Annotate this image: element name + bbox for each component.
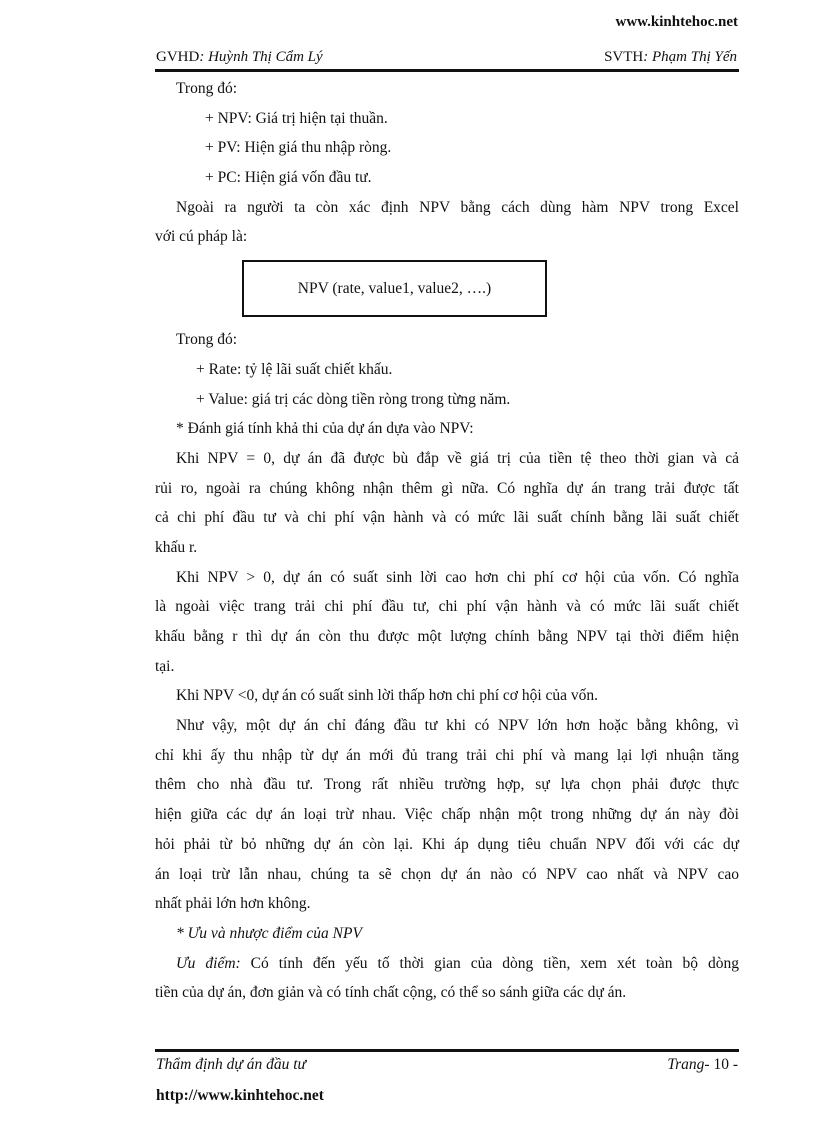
paragraph-line: Như vậy, một dự án chỉ đáng đầu tư khi có NPV lớn hơn hoặc bằng không, vì — [176, 717, 739, 735]
header-student — [604, 49, 737, 66]
header-instructor — [156, 49, 323, 66]
paragraph-line: Trong đó: — [176, 80, 238, 97]
advantage-label: Ưu điểm: — [176, 954, 241, 972]
footer-divider — [155, 1049, 739, 1052]
paragraph-line: Trong đó: — [176, 331, 238, 349]
section-heading: * Ưu và nhược điểm của NPV — [176, 924, 362, 942]
paragraph-line: thêm cho nhà đầu tư. Trong rất nhiều trường hợp, sự lựa chọn phải được thực — [155, 776, 739, 794]
header-student-label: SVTH — [604, 49, 644, 65]
paragraph-line: Khi NPV > 0, dự án có suất sinh lời cao hơn chi phí cơ hội của vốn. Có nghĩa — [176, 568, 739, 586]
page-body — [155, 74, 739, 1008]
formula-box — [242, 260, 547, 317]
paragraph-line: với cú pháp là: — [155, 228, 248, 246]
paragraph-line: rủi ro, ngoài ra chúng không nhận thêm gì nữa. Có nghĩa dự án trang trải được tất — [155, 479, 739, 497]
paragraph-line: nhất phải lớn hơn không. — [155, 895, 311, 913]
paragraph-line: là ngoài việc trang trải chi phí đầu tư, chi phí vận hành và có mức lãi suất chiết — [155, 598, 739, 616]
paragraph-line: án loại trừ lẫn nhau, chúng ta sẽ chọn dự án nào có NPV cao nhất và NPV cao — [155, 865, 739, 883]
list-item: + PV: Hiện giá thu nhập ròng. — [205, 139, 392, 157]
header-instructor-label: GVHD — [156, 49, 200, 65]
paragraph-line: cả chi phí đầu tư và chi phí vận hành và có mức lãi suất chính bằng lãi suất chiết — [155, 509, 739, 527]
paragraph-line: khấu r. — [155, 538, 198, 556]
paragraph-line: Khi NPV = 0, dự án đã được bù đắp về giá trị của tiền tệ theo thời gian và cả — [176, 449, 739, 467]
footer-title: Thẩm định dự án đầu tư — [156, 1056, 306, 1073]
paragraph-line: Ngoài ra người ta còn xác định NPV bằng cách dùng hàm NPV trong Excel — [176, 198, 739, 216]
paragraph-line — [155, 949, 739, 979]
header-student-name: : Phạm Thị Yến — [643, 49, 737, 65]
footer-url: http://www.kinhtehoc.net — [156, 1087, 324, 1104]
section-heading: * Đánh giá tính khả thi của dự án dựa vào NPV: — [176, 420, 474, 438]
paragraph-line: Khi NPV <0, dự án có suất sinh lời thấp hơn chi phí cơ hội của vốn. — [176, 687, 599, 705]
site-url-top: www.kinhtehoc.net — [615, 14, 738, 30]
paragraph-line: hỏi phải từ bỏ những dự án còn lại. Khi áp dụng tiêu chuẩn NPV đối với các dự — [155, 835, 739, 853]
list-item: + Rate: tỷ lệ lãi suất chiết khấu. — [196, 360, 393, 378]
page-number-value: - 10 - — [704, 1056, 738, 1073]
header-instructor-name: : Huỳnh Thị Cẩm Lý — [199, 49, 323, 65]
paragraph-line: hiện giữa các dự án loại trừ nhau. Việc chấp nhận một trong những dự án này đòi — [155, 806, 739, 824]
page-number — [667, 1056, 738, 1074]
paragraph-line: tiền của dự án, đơn giản và có tính chất cộng, có thể so sánh giữa các dự án. — [155, 984, 627, 1002]
advantage-text: Có tính đến yếu tố thời gian của dòng tiền, xem xét toàn bộ dòng — [240, 954, 739, 972]
paragraph-line: khấu bằng r thì dự án còn thu được một lượng chính bằng NPV tại thời điểm hiện — [155, 628, 739, 645]
page-number-label: Trang — [667, 1056, 705, 1073]
list-item: + PC: Hiện giá vốn đầu tư. — [205, 169, 372, 187]
header-divider — [155, 69, 739, 72]
formula-text: NPV (rate, value1, value2, ….) — [297, 279, 492, 297]
paragraph-line: tại. — [155, 657, 175, 675]
list-item: + Value: giá trị các dòng tiền ròng trong từng năm. — [196, 390, 511, 408]
paragraph-line: chỉ khi ấy thu nhập từ dự án mới đủ trang trải chi phí và mang lại lợi nhuận tăng — [155, 746, 739, 764]
list-item: + NPV: Giá trị hiện tại thuần. — [205, 109, 388, 127]
